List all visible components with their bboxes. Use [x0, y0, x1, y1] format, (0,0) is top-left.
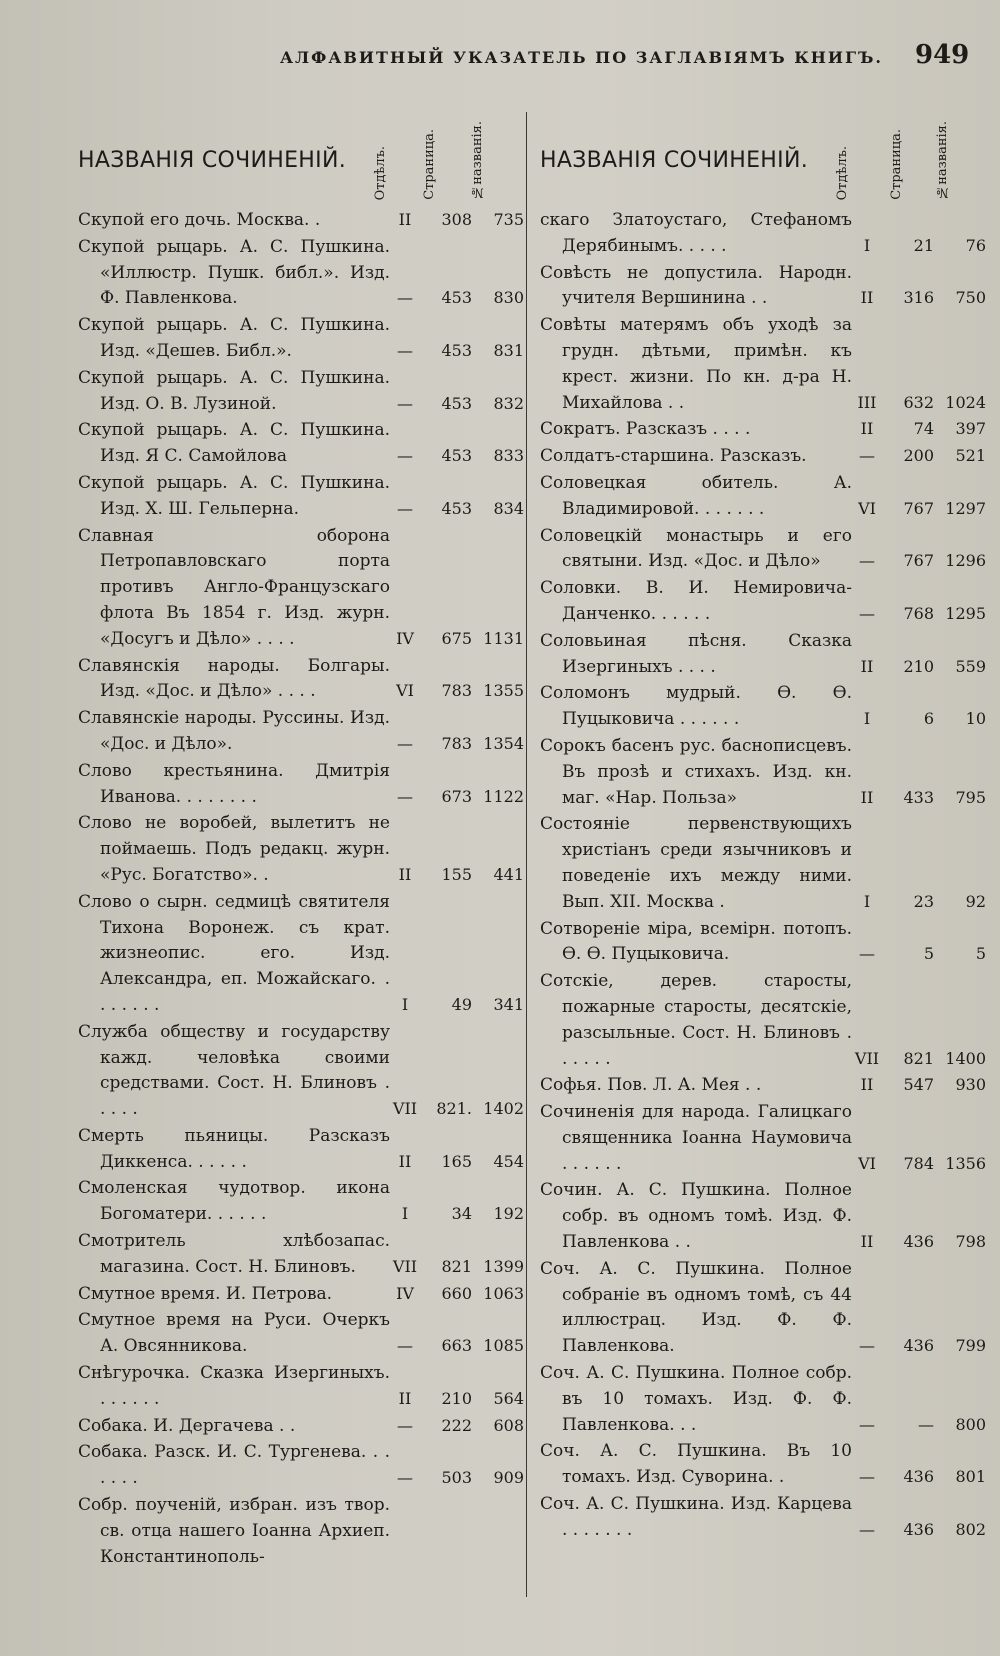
- entry-number: 1296: [945, 551, 986, 571]
- entry-section: —: [859, 1467, 875, 1487]
- entry-number: 1295: [945, 603, 986, 623]
- entry-title: Смоленская чудотвор. икона Богоматери. . . . . .: [78, 1178, 390, 1225]
- entry-page: 663: [441, 1336, 472, 1356]
- entry-references: [386, 444, 528, 469]
- index-entry: [78, 654, 528, 707]
- entry-section: II: [860, 656, 874, 676]
- entry-number: 795: [955, 787, 986, 807]
- entry-section: —: [397, 446, 413, 466]
- entry-title: Служба обществу и государству кажд. человѣка своими средствами. Сост. Н. Блиновъ . . . . .: [78, 1021, 390, 1120]
- entry-number: 833: [493, 446, 524, 466]
- entry-title: Соловецкій монастырь и его святыни. Изд. «Дос. и Дѣло»: [540, 525, 852, 572]
- entry-references: [848, 1334, 990, 1359]
- entry-references: [848, 1230, 990, 1255]
- entry-page: 783: [441, 733, 472, 753]
- entry-title: Сотскіе, дерев. старосты, пожарные старосты, десятскіе, разсыльные. Сост. Н. Блиновъ . . . . . .: [540, 971, 852, 1069]
- entry-references: [386, 1097, 528, 1122]
- entry-section: —: [397, 498, 413, 518]
- entry-page: 210: [441, 1388, 472, 1408]
- index-entry: [78, 1361, 528, 1414]
- index-entry: [78, 1020, 528, 1124]
- entry-section: VI: [858, 1153, 876, 1173]
- entry-number: 832: [493, 393, 524, 413]
- entry-page: 453: [441, 446, 472, 466]
- index-entry: [540, 261, 990, 314]
- entry-references: [848, 1073, 990, 1098]
- index-entry: [78, 313, 528, 366]
- index-entry: [540, 1100, 990, 1178]
- page-column-label: Страница.: [422, 129, 437, 200]
- index-entry: [540, 1361, 990, 1439]
- entry-title: Слово о сырн. седмицѣ святителя Тихона Воронеж. съ крат. жизнеопис. его. Изд. Александра, еп. Можайскаго. . . . . . . .: [78, 891, 390, 1015]
- entry-references: [386, 784, 528, 809]
- entry-page: 503: [441, 1468, 472, 1488]
- entry-number: 10: [965, 709, 986, 729]
- number-column-label: №названія.: [470, 121, 485, 200]
- entry-page: 436: [903, 1519, 934, 1539]
- entry-page: 768: [903, 603, 934, 623]
- entry-number: 92: [965, 891, 986, 911]
- entry-references: [848, 549, 990, 574]
- index-entry: [540, 208, 990, 261]
- running-head: АЛФАВИТНЫЙ УКАЗАТЕЛЬ ПО ЗАГЛАВІЯМЪ КНИГЪ.: [280, 48, 883, 67]
- index-entry: [540, 1257, 990, 1361]
- entry-page: 453: [441, 498, 472, 518]
- entry-section: II: [860, 1232, 874, 1252]
- entry-number: 801: [955, 1467, 986, 1487]
- entry-references: [386, 1202, 528, 1227]
- entry-section: II: [398, 864, 412, 884]
- entry-title: Собака. И. Дергачева . .: [78, 1415, 296, 1436]
- entry-page: —: [918, 1414, 934, 1434]
- entry-number: 521: [955, 446, 986, 466]
- entry-section: —: [859, 944, 875, 964]
- index-entry: [540, 734, 990, 812]
- entry-page: 200: [903, 446, 934, 466]
- entry-page: 222: [441, 1415, 472, 1435]
- index-column-left: [78, 100, 528, 1571]
- entry-title: Скупой рыцарь. А. С. Пушкина. Изд. О. В. Лузиной.: [78, 367, 390, 414]
- entry-number: 802: [955, 1519, 986, 1539]
- index-entry: [540, 524, 990, 577]
- entry-list: [78, 208, 528, 1571]
- entry-number: 454: [493, 1151, 524, 1171]
- entry-number: 192: [493, 1204, 524, 1224]
- entry-number: 735: [493, 210, 524, 229]
- entry-number: 559: [955, 656, 986, 676]
- entry-section: IV: [396, 628, 414, 648]
- entry-section: —: [397, 393, 413, 413]
- entry-section: —: [859, 551, 875, 571]
- entry-number: 1356: [945, 1153, 986, 1173]
- entry-references: [386, 1149, 528, 1174]
- entry-references: [848, 1046, 990, 1071]
- entry-number: 1354: [483, 733, 524, 753]
- entry-page: 21: [913, 235, 934, 255]
- entry-number: 397: [955, 419, 986, 439]
- entry-title: Совѣсть не допустила. Народн. учителя Вершинина . .: [540, 262, 852, 309]
- entry-section: —: [397, 1415, 413, 1435]
- entry-section: VI: [858, 498, 876, 518]
- entry-number: 564: [493, 1388, 524, 1408]
- entry-number: 1085: [483, 1336, 524, 1356]
- entry-references: [386, 208, 528, 233]
- entry-title: Скупой рыцарь. А. С. Пушкина. Изд. Х. Ш. Гельперна.: [78, 472, 390, 519]
- entry-page: 453: [441, 288, 472, 308]
- entry-references: [386, 1255, 528, 1280]
- entry-page: 632: [903, 392, 934, 412]
- entry-page: 49: [451, 994, 472, 1014]
- entry-page: 5: [923, 944, 934, 964]
- entry-number: 341: [493, 994, 524, 1014]
- index-entry: [78, 811, 528, 889]
- entry-section: —: [859, 603, 875, 623]
- entry-section: —: [859, 1336, 875, 1356]
- entry-title: Сочин. А. С. Пушкина. Полное собр. въ одномъ томѣ. Изд. Ф. Павленкова . .: [540, 1180, 852, 1253]
- entry-page: 155: [441, 864, 472, 884]
- entry-title: Сорокъ басенъ рус. баснописцевъ. Въ прозѣ и стихахъ. Изд. кн. маг. «Нар. Польза»: [540, 735, 852, 808]
- entry-title: Слово крестьянина. Дмитрія Иванова. . . . . . . .: [78, 760, 390, 807]
- entry-page: 547: [903, 1075, 934, 1095]
- entry-references: [386, 1334, 528, 1359]
- entry-title: Славянскіе народы. Руссины. Изд. «Дос. и Дѣло».: [78, 708, 390, 754]
- entry-references: [848, 234, 990, 259]
- entry-references: [848, 890, 990, 915]
- entry-title: скаго Златоустаго, Стефаномъ Дерябинымъ. . . . .: [540, 210, 852, 256]
- entry-references: [848, 417, 990, 442]
- entry-section: I: [863, 709, 871, 729]
- entry-title: Славянскія народы. Болгары. Изд. «Дос. и Дѣло» . . . .: [78, 655, 390, 702]
- entry-title: Собака. Разск. И. С. Тургенева. . . . . . .: [78, 1442, 390, 1489]
- entry-section: I: [863, 891, 871, 911]
- entry-title: Смутное время. И. Петрова.: [78, 1283, 333, 1304]
- entry-number: 76: [965, 235, 986, 255]
- entry-title: Сочиненія для народа. Галицкаго священника Іоанна Наумовича . . . . . .: [540, 1102, 852, 1174]
- entry-section: VI: [396, 681, 414, 701]
- entry-section: —: [397, 733, 413, 753]
- entry-section: II: [860, 1075, 874, 1095]
- entry-references: [386, 627, 528, 652]
- entry-page: 316: [903, 288, 934, 308]
- number-column-label: №названія.: [935, 121, 950, 200]
- entry-page: 821: [441, 1256, 472, 1276]
- entry-page: 34: [451, 1204, 472, 1224]
- entry-page: 821: [903, 1048, 934, 1068]
- entry-title: Слово не воробей, вылетитъ не поймаешь. Подъ редакц. журн. «Рус. Богатство». .: [78, 813, 390, 885]
- index-entry: [78, 208, 528, 235]
- index-entry: [78, 890, 528, 1020]
- entry-references: [386, 1413, 528, 1438]
- entry-title: Скупой его дочь. Москва. .: [78, 210, 321, 230]
- entry-title: Смутное время на Руси. Очеркъ А. Овсянникова.: [78, 1310, 390, 1357]
- entry-references: [848, 286, 990, 311]
- index-entry: [78, 1493, 528, 1571]
- entry-section: II: [398, 1388, 412, 1408]
- entry-references: [848, 497, 990, 522]
- entry-number: 1131: [483, 628, 524, 648]
- entry-title: Соч. А. С. Пушкина. Полное собр. въ 10 томахъ. Изд. Ф. Ф. Павленкова. . .: [540, 1363, 852, 1435]
- entry-references: [386, 863, 528, 888]
- entry-title: Соч. А. С. Пушкина. Въ 10 томахъ. Изд. Суворина. .: [540, 1441, 852, 1488]
- index-entry: [78, 759, 528, 812]
- index-entry: [540, 1178, 990, 1256]
- entry-references: [386, 391, 528, 416]
- entry-references: [386, 993, 528, 1018]
- column-header: [540, 100, 990, 208]
- entry-title: Соч. А. С. Пушкина. Изд. Карцева . . . . . . .: [540, 1494, 852, 1540]
- index-entry: [540, 576, 990, 629]
- index-entry: [540, 629, 990, 682]
- entry-number: 1355: [483, 681, 524, 701]
- entry-section: VII: [854, 1048, 880, 1068]
- entry-references: [386, 286, 528, 311]
- index-entry: [540, 417, 990, 444]
- index-entry: [540, 917, 990, 970]
- entry-section: —: [859, 1519, 875, 1539]
- entry-page: 767: [903, 498, 934, 518]
- entry-number: 1402: [483, 1099, 524, 1119]
- entry-section: —: [859, 446, 875, 466]
- entry-page: 673: [441, 786, 472, 806]
- entry-references: [386, 1281, 528, 1306]
- entry-section: II: [860, 419, 874, 439]
- entry-page: 436: [903, 1232, 934, 1252]
- entry-references: [848, 444, 990, 469]
- entry-number: 800: [955, 1414, 986, 1434]
- index-entry: [78, 524, 528, 654]
- entry-page: 74: [913, 419, 934, 439]
- section-column-label: Отдѣлъ.: [835, 145, 850, 200]
- index-entry: [540, 1492, 990, 1545]
- entry-page: 308: [441, 210, 472, 229]
- entry-page: 675: [441, 628, 472, 648]
- entry-page: 453: [441, 340, 472, 360]
- index-entry: [78, 1229, 528, 1282]
- entry-page: 6: [923, 709, 934, 729]
- index-entry: [540, 812, 990, 916]
- section-column-label: Отдѣлъ.: [373, 145, 388, 200]
- entry-references: [848, 654, 990, 679]
- index-entry: [78, 1124, 528, 1177]
- index-entry: [78, 471, 528, 524]
- entry-title: Софья. Пов. Л. А. Мея . .: [540, 1075, 762, 1096]
- entry-number: 1399: [483, 1256, 524, 1276]
- entry-page: 660: [441, 1283, 472, 1303]
- entry-title: Славная оборона Петропавловскаго порта противъ Англо-Французскаго флота Въ 1854 г. Изд. журн. «Досугъ и Дѣло» . . . .: [78, 525, 390, 649]
- column-header: [78, 100, 528, 208]
- entry-section: —: [859, 1414, 875, 1434]
- entry-section: II: [860, 787, 874, 807]
- entry-section: VII: [392, 1099, 418, 1119]
- entry-page: 23: [913, 891, 934, 911]
- page-number: 949: [915, 40, 970, 70]
- entry-section: III: [857, 392, 877, 412]
- entry-number: 930: [955, 1075, 986, 1095]
- entry-title: Собр. поученій, избран. изъ твор. св. отца нашего Іоанна Архиеп. Константинополь-: [78, 1495, 390, 1567]
- entry-title: Соловьиная пѣсня. Сказка Изергиныхъ . . . .: [540, 630, 852, 677]
- entry-references: [386, 497, 528, 522]
- entry-references: [386, 339, 528, 364]
- entry-section: I: [863, 235, 871, 255]
- entry-references: [386, 679, 528, 704]
- index-entry: [78, 706, 528, 759]
- entry-title: Скупой рыцарь. А. С. Пушкина. Изд. «Дешев. Библ.».: [78, 315, 390, 361]
- entry-references: [848, 602, 990, 627]
- entry-references: [848, 1151, 990, 1176]
- entry-section: —: [397, 340, 413, 360]
- entry-title: Сократъ. Разсказъ . . . .: [540, 419, 751, 440]
- entry-page: 453: [441, 393, 472, 413]
- entry-page: 821.: [436, 1099, 472, 1119]
- index-column-right: [540, 100, 990, 1545]
- entry-title: Скупой рыцарь. А. С. Пушкина. «Иллюстр. Пушк. библ.». Изд. Ф. Павленкова.: [78, 236, 390, 309]
- entry-section: —: [397, 1336, 413, 1356]
- index-entry: [78, 1440, 528, 1493]
- entry-title: Соловки. В. И. Немировича-Данченко. . . . . .: [540, 578, 852, 624]
- entry-number: 831: [493, 340, 524, 360]
- entry-references: [848, 390, 990, 415]
- entry-number: 750: [955, 288, 986, 308]
- entry-section: I: [401, 1204, 409, 1224]
- column-title: НАЗВАНІЯ СОЧИНЕНІЙ.: [78, 148, 346, 173]
- index-entry: [78, 1176, 528, 1229]
- entry-page: 436: [903, 1336, 934, 1356]
- entry-references: [848, 1412, 990, 1437]
- entry-number: 909: [493, 1468, 524, 1488]
- index-entry: [540, 681, 990, 734]
- entry-page: 784: [903, 1153, 934, 1173]
- entry-section: —: [397, 1468, 413, 1488]
- entry-number: 1297: [945, 498, 986, 518]
- entry-page: 210: [903, 656, 934, 676]
- index-entry: [78, 418, 528, 471]
- index-entry: [540, 444, 990, 471]
- entry-number: 1400: [945, 1048, 986, 1068]
- entry-page: 433: [903, 787, 934, 807]
- entry-section: VII: [392, 1256, 418, 1276]
- index-entry: [540, 969, 990, 1073]
- index-entry: [78, 235, 528, 313]
- index-entry: [78, 1282, 528, 1309]
- entry-number: 799: [955, 1336, 986, 1356]
- entry-number: 1024: [945, 392, 986, 412]
- entry-section: IV: [396, 1283, 414, 1303]
- entry-page: 783: [441, 681, 472, 701]
- entry-references: [848, 1518, 990, 1543]
- entry-section: —: [397, 786, 413, 806]
- entry-title: Соловецкая обитель. А. Владимировой. . . . . . .: [540, 472, 852, 519]
- entry-references: [848, 785, 990, 810]
- entry-references: [386, 1387, 528, 1412]
- entry-references: [386, 1544, 528, 1569]
- page-column-label: Страница.: [889, 129, 904, 200]
- entry-number: 834: [493, 498, 524, 518]
- entry-number: 441: [493, 864, 524, 884]
- index-entry: [78, 1414, 528, 1441]
- entry-references: [386, 732, 528, 757]
- entry-references: [848, 707, 990, 732]
- entry-references: [848, 942, 990, 967]
- entry-title: Соломонъ мудрый. Ѳ. Ѳ. Пуцыковича . . . . . .: [540, 683, 852, 730]
- entry-section: II: [398, 210, 412, 229]
- entry-section: II: [860, 288, 874, 308]
- entry-section: II: [398, 1151, 412, 1171]
- entry-references: [848, 1465, 990, 1490]
- entry-page: 165: [441, 1151, 472, 1171]
- entry-references: [386, 1466, 528, 1491]
- index-entry: [540, 471, 990, 524]
- entry-title: Состояніе первенствующихъ христіанъ среди язычниковъ и поведеніе ихъ между ними. Вып. XII. Москва .: [540, 814, 852, 912]
- entry-number: 1063: [483, 1283, 524, 1303]
- index-entry: [78, 1308, 528, 1361]
- entry-section: —: [397, 288, 413, 308]
- index-entry: [78, 366, 528, 419]
- entry-title: Скупой рыцарь. А. С. Пушкина. Изд. Я С. Самойлова: [78, 420, 390, 467]
- entry-number: 1122: [483, 786, 524, 806]
- entry-title: Совѣты матерямъ объ уходѣ за грудн. дѣтьми, примѣн. къ крест. жизни. По кн. д-ра Н. Михайлова . .: [540, 315, 852, 413]
- entry-title: Солдатъ-старшина. Разсказъ.: [540, 446, 807, 467]
- index-entry: [540, 1439, 990, 1492]
- entry-page: 436: [903, 1467, 934, 1487]
- entry-title: Соч. А. С. Пушкина. Полное собраніе въ одномъ томѣ, съ 44 иллюстрац. Изд. Ф. Ф. Павленкова.: [540, 1258, 852, 1357]
- entry-title: Смотритель хлѣбозапас. магазина. Сост. Н. Блиновъ.: [78, 1231, 390, 1277]
- entry-title: Снѣгурочка. Сказка Изергиныхъ. . . . . . .: [78, 1363, 390, 1409]
- entry-title: Смерть пьяницы. Разсказъ Диккенса. . . . . .: [78, 1125, 390, 1172]
- entry-list: [540, 208, 990, 1545]
- entry-number: 798: [955, 1232, 986, 1252]
- entry-number: 608: [493, 1415, 524, 1435]
- entry-number: 5: [975, 944, 986, 964]
- index-entry: [540, 1073, 990, 1100]
- entry-title: Сотвореніе міра, всемірн. потопъ. Ѳ. Ѳ. Пуцыковича.: [540, 918, 852, 965]
- entry-page: 767: [903, 551, 934, 571]
- entry-section: I: [401, 994, 409, 1014]
- entry-number: 830: [493, 288, 524, 308]
- index-entry: [540, 313, 990, 417]
- column-title: НАЗВАНІЯ СОЧИНЕНІЙ.: [540, 148, 808, 173]
